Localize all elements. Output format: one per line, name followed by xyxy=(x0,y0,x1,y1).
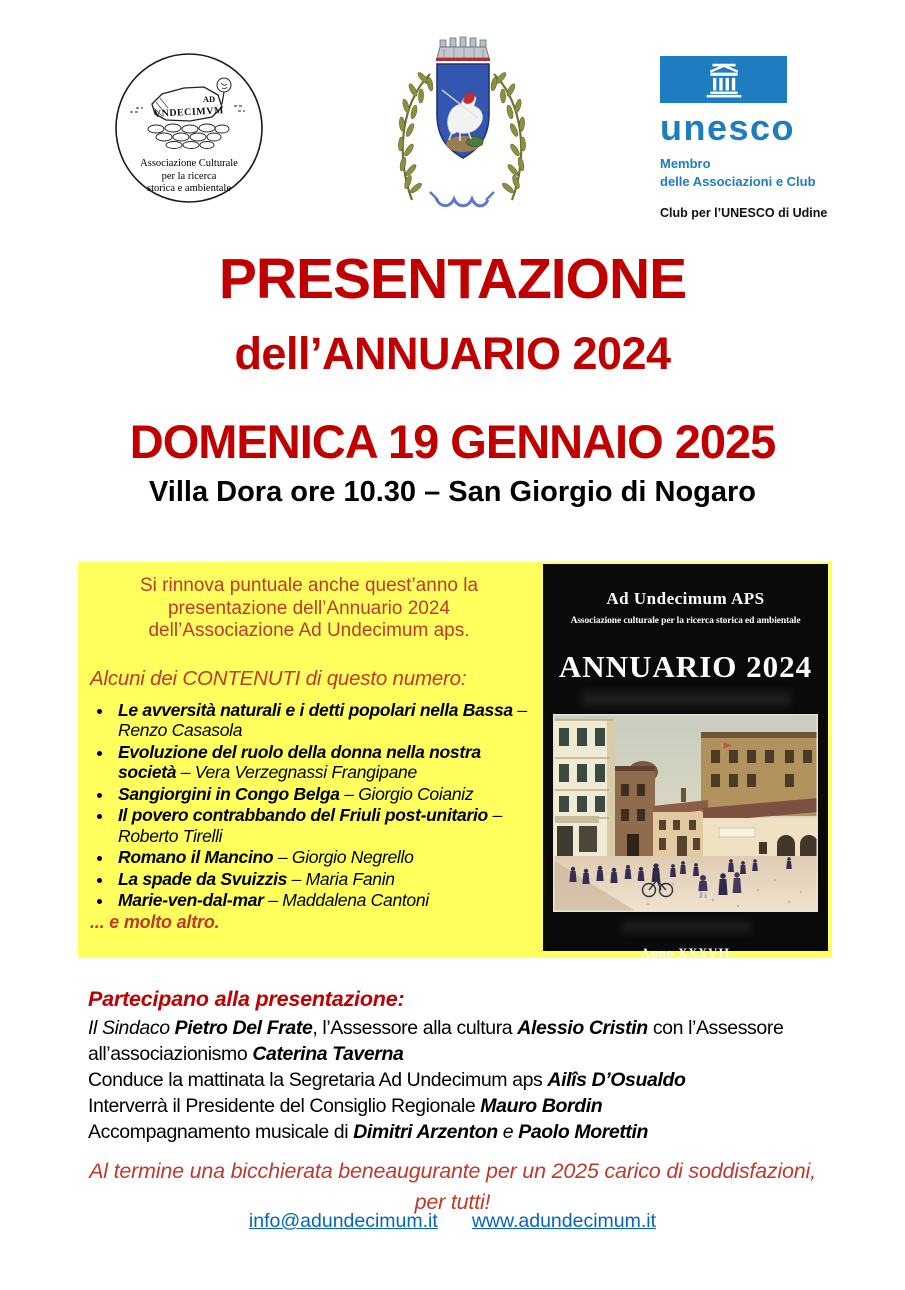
intro-line-3: dell’Associazione Ad Undecimum aps. xyxy=(148,620,470,641)
event-venue: Villa Dora ore 10.30 – San Giorgio di Nogaro xyxy=(148,476,757,508)
closing-line-1: Al termine una bicchierata beneaugurante per un 2025 carico di soddisfazioni, xyxy=(89,1159,816,1183)
unesco-wordmark: unesco xyxy=(660,107,796,148)
role-assessore-cultura: , l’Assessore alla cultura xyxy=(312,1017,518,1039)
list-item xyxy=(114,869,529,890)
book-cover xyxy=(543,564,828,960)
unesco-logo xyxy=(660,56,870,220)
ad-undecimum-logo xyxy=(112,50,266,204)
item-title: Marie-ven-dal-mar xyxy=(118,890,264,910)
cover-subtitle: Associazione culturale per la ricerca storica ed ambientale xyxy=(570,616,801,626)
list-item xyxy=(114,742,529,783)
participant-line-1 xyxy=(88,1015,836,1067)
item-author: – Giorgio Negrello xyxy=(277,847,414,867)
adu-caption-2: per la ricerca xyxy=(161,171,217,182)
role-sindaco: Il Sindaco xyxy=(88,1017,175,1039)
ad-undecimum-logo-drawing xyxy=(112,50,266,204)
highlight-box-text xyxy=(78,562,540,958)
contents-list xyxy=(78,700,529,911)
participant-line-4 xyxy=(88,1119,836,1145)
contact-links xyxy=(0,1210,905,1233)
participant-line-2 xyxy=(88,1067,836,1093)
role-musica: Accompagnamento musicale di xyxy=(88,1121,354,1143)
intro-line-2: presentazione dell’Annuario 2024 xyxy=(167,597,451,619)
list-item xyxy=(114,805,529,846)
participant-name: Ailîs D’Osualdo xyxy=(547,1069,686,1091)
adu-caption-1: Associazione Culturale xyxy=(140,158,238,169)
item-author: – Renzo Casasola xyxy=(118,699,527,740)
unesco-member-line2: delle Associazioni e Club xyxy=(660,174,816,190)
item-author: – Vera Verzegnassi Frangipane xyxy=(180,762,417,782)
unesco-club-caption: Club per l’UNESCO di Udine xyxy=(660,206,828,221)
role-segretaria: Conduce la mattinata la Segretaria Ad Undecimum aps xyxy=(88,1069,548,1091)
item-title: Evoluzione del ruolo della donna nella nostra società xyxy=(118,741,481,782)
closing-line-2: per tutti! xyxy=(414,1190,491,1214)
item-title: Le avversità naturali e i detti popolari nella Bassa xyxy=(118,699,513,720)
unesco-member-line1: Membro xyxy=(660,156,711,171)
item-author: – Maddalena Cantoni xyxy=(268,890,429,910)
cover-redacted-bar xyxy=(581,691,791,706)
cover-title: ANNUARIO 2024 xyxy=(558,649,813,684)
closing-note xyxy=(0,1156,905,1218)
item-title: La spade da Svuizzis xyxy=(118,868,288,889)
stone-text-ad: AD xyxy=(202,94,216,104)
participant-name: Pietro Del Frate xyxy=(174,1017,313,1039)
email-link[interactable]: info@adundecimum.it xyxy=(248,1210,438,1232)
more-note: ... e molto altro. xyxy=(90,911,220,932)
coat-of-arms-drawing xyxy=(378,32,546,218)
item-title: Il povero contrabbando del Friuli post-unitario xyxy=(118,805,488,825)
cover-org: Ad Undecimum APS xyxy=(606,589,765,608)
role-assessore-associazionismo: con l’Assessore all’associazionismo xyxy=(88,1017,784,1065)
participant-line-3 xyxy=(88,1093,836,1119)
item-author: – Maria Fanin xyxy=(291,868,395,889)
cover-redacted-bar-2 xyxy=(621,921,751,933)
unesco-membership xyxy=(660,155,870,191)
list-item xyxy=(114,847,529,868)
participant-name: Caterina Taverna xyxy=(252,1043,404,1065)
list-item xyxy=(114,890,529,911)
participant-name: Alessio Cristin xyxy=(517,1017,648,1039)
street-photo-illustration xyxy=(553,714,818,912)
item-title: Sangiorgini in Congo Belga xyxy=(118,783,340,804)
unesco-temple-panel xyxy=(660,56,787,103)
event-date: DOMENICA 19 GENNAIO 2025 xyxy=(129,415,776,468)
item-author: – Roberto Tirelli xyxy=(118,805,502,846)
participant-name: Mauro Bordin xyxy=(480,1095,603,1117)
adu-caption-3: storica e ambientale xyxy=(147,183,231,194)
intro-line-1: Si rinnova puntuale anche quest’anno la xyxy=(139,575,479,596)
unesco-temple-icon xyxy=(703,62,745,98)
participant-name: Paolo Morettin xyxy=(518,1121,649,1143)
contents-heading: Alcuni dei CONTENUTI di questo numero: xyxy=(90,666,467,690)
municipal-coat-of-arms xyxy=(378,32,546,218)
intro-paragraph xyxy=(78,575,540,643)
item-author: – Giorgio Coianiz xyxy=(344,783,474,804)
event-subtitle: dell’ANNUARIO 2024 xyxy=(234,328,671,379)
participants-section xyxy=(88,986,836,1145)
participants-heading: Partecipano alla presentazione: xyxy=(88,987,405,1011)
conjunction: e xyxy=(497,1121,519,1143)
highlight-box xyxy=(78,562,832,958)
participant-name: Dimitri Arzenton xyxy=(353,1121,498,1143)
cover-edition: Anno XXXVII xyxy=(640,946,731,960)
website-link[interactable]: www.adundecimum.it xyxy=(471,1210,657,1232)
mural-crown-icon xyxy=(436,37,490,61)
ribbon xyxy=(436,198,488,206)
item-title: Romano il Mancino xyxy=(118,847,274,867)
event-title: PRESENTAZIONE xyxy=(218,247,687,311)
list-item xyxy=(114,700,529,741)
stone-text-vndecimvm: VNDECIMVM xyxy=(153,105,225,120)
role-presidente: Interverrà il Presidente del Consiglio Regionale xyxy=(88,1095,481,1117)
list-item xyxy=(114,784,529,805)
